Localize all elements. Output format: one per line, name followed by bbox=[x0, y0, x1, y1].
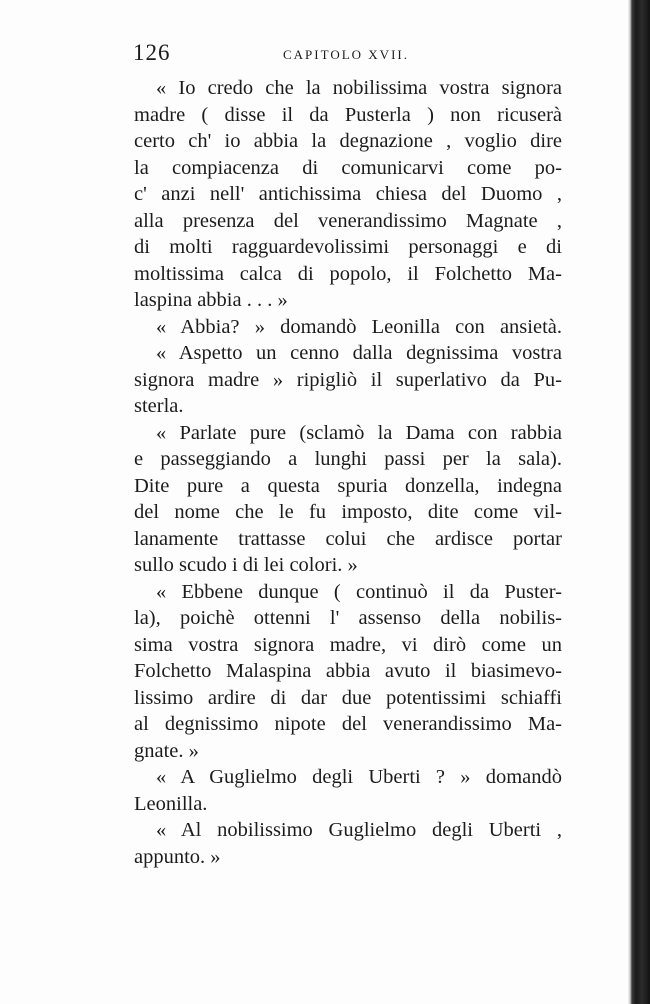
text-line: la compiacenza di comunicarvi come po- bbox=[134, 156, 562, 179]
text-line: Dite pure a questa spuria donzella, indegna bbox=[134, 474, 562, 497]
text-line: certo ch' io abbia la degnazione , voglio dire bbox=[134, 130, 562, 152]
text-line: del nome che le fu imposto, dite come vil- bbox=[134, 501, 562, 523]
text-line: e passeggiando a lunghi passi per la sala). bbox=[134, 448, 562, 470]
text-line: « Abbia? » domandò Leonilla con ansietà. bbox=[156, 315, 562, 338]
text-line: sima vostra signora madre, vi dirò come un bbox=[134, 633, 562, 656]
text-line: « Aspetto un cenno dalla degnissima vostra bbox=[156, 342, 562, 364]
text-line: alla presenza del venerandissimo Magnate , bbox=[134, 209, 562, 232]
text-line: « Io credo che la nobilissima vostra signora bbox=[156, 77, 562, 99]
page-header bbox=[133, 40, 573, 66]
text-line: c' anzi nell' antichissima chiesa del Duomo , bbox=[134, 183, 562, 205]
text-line: di molti ragguardevolissimi personaggi e di bbox=[134, 236, 562, 258]
body-text bbox=[134, 75, 562, 870]
text-line: « Parlate pure (sclamò la Dama con rabbia bbox=[156, 421, 562, 444]
text-line: « Ebbene dunque ( continuò il da Puster- bbox=[156, 580, 562, 603]
text-line: « A Guglielmo degli Uberti ? » domandò bbox=[156, 766, 562, 788]
text-line: laspina abbia . . . » bbox=[134, 289, 288, 311]
page-edge-shadow bbox=[628, 0, 650, 1004]
text-line: « Al nobilissimo Guglielmo degli Uberti , bbox=[156, 819, 562, 841]
text-line: la), poichè ottenni l' assenso della nobilis- bbox=[134, 607, 562, 629]
text-line: sullo scudo i di lei colori. » bbox=[134, 554, 358, 576]
text-line: moltissima calca di popolo, il Folchetto Ma- bbox=[134, 262, 562, 285]
text-line: Leonilla. bbox=[134, 792, 208, 815]
text-line: sterla. bbox=[134, 395, 184, 417]
running-head: CAPITOLO XVII. bbox=[283, 47, 409, 62]
text-line: Folchetto Malaspina abbia avuto il biasimevo- bbox=[134, 660, 562, 682]
text-line: lissimo ardire di dar due potentissimi schiaffi bbox=[134, 686, 562, 709]
text-line: lanamente trattasse colui che ardisce portar bbox=[134, 527, 562, 550]
text-line: gnate. » bbox=[134, 739, 199, 762]
page-number: 126 bbox=[133, 40, 171, 65]
text-line: signora madre » ripigliò il superlativo da Pu- bbox=[134, 368, 562, 391]
text-line: appunto. » bbox=[134, 845, 221, 868]
text-line: al degnissimo nipote del venerandissimo Ma- bbox=[134, 713, 562, 735]
text-line: madre ( disse il da Pusterla ) non ricuserà bbox=[134, 103, 562, 126]
